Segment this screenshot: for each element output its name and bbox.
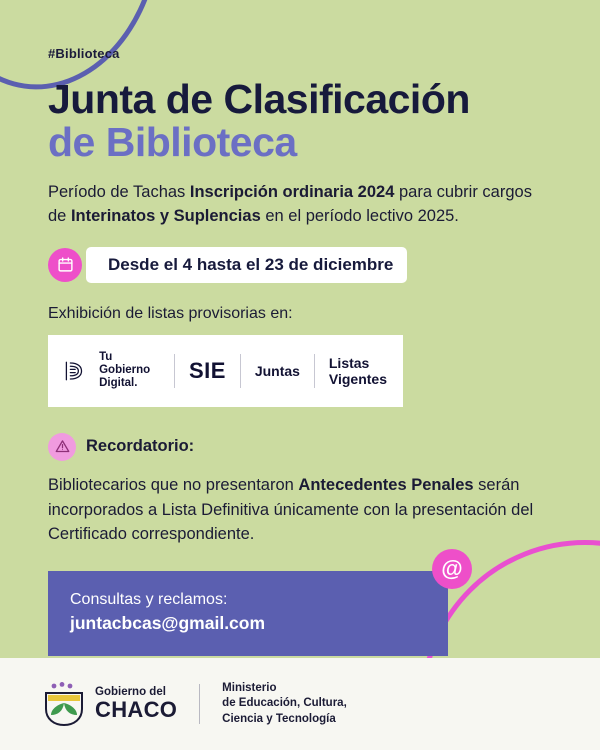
lead-text-3: en el período lectivo 2025.	[260, 206, 459, 225]
at-icon: @	[432, 549, 472, 589]
date-row	[48, 247, 407, 283]
chaco-wordmark	[95, 687, 177, 722]
logo-divider-2	[240, 354, 241, 388]
ministry-line-2: de Educación, Cultura,	[222, 697, 347, 710]
body-text-1: Bibliotecarios que no presentaron	[48, 475, 299, 494]
date-pill: Desde el 4 hasta el 23 de diciembre	[86, 247, 407, 283]
listas-line2: Vigentes	[328, 370, 387, 387]
reminder-body	[48, 473, 538, 547]
ministry-line-1: Ministerio	[222, 681, 277, 694]
gob-digital-line2: Digital.	[99, 377, 138, 390]
page-title	[48, 78, 552, 165]
warning-icon	[48, 433, 76, 461]
logo-divider-3	[314, 354, 315, 388]
exhibition-text: Exhibición de listas provisorias en:	[48, 304, 293, 322]
lead-text-2: para cubrir cargos de	[48, 182, 532, 225]
body-bold-1: Antecedentes Penales	[298, 475, 474, 494]
contact-box	[48, 556, 463, 656]
footer-divider	[199, 684, 200, 724]
footer	[0, 658, 600, 750]
contact-email[interactable]: juntacbcas@gmail.com	[70, 613, 266, 633]
contact-label: Consultas y reclamos:	[70, 591, 228, 608]
reminder-label: Recordatorio:	[86, 437, 195, 456]
lead-text-1: Período de Tachas	[48, 182, 190, 201]
ministry-text	[222, 681, 347, 728]
chaco-emblem-icon	[42, 681, 86, 727]
gob-digital-line1: Tu Gobierno	[99, 350, 151, 377]
sie-label: SIE	[188, 357, 226, 383]
chaco-government-logo	[42, 681, 177, 727]
title-line-2: de Biblioteca	[48, 119, 297, 166]
juntas-label: Juntas	[254, 362, 300, 379]
lead-bold-1: Inscripción ordinaria 2024	[189, 182, 395, 201]
logos-card	[48, 335, 403, 407]
body-text-2: serán incorporados a Lista Definitiva únicamente con la presentación del Certificado correspondiente.	[48, 475, 534, 544]
digital-fingerprint-icon	[64, 358, 91, 384]
reminder-row	[48, 433, 552, 461]
gobierno-digital-logo	[64, 351, 160, 391]
gobierno-digital-text	[99, 351, 160, 391]
chaco-gobierno-label: Gobierno del	[95, 685, 166, 698]
lead-bold-2: Interinatos y Suplencias	[70, 206, 261, 225]
logo-divider-1	[174, 354, 175, 388]
hashtag-label: #Biblioteca	[48, 46, 120, 61]
listas-vigentes-label	[329, 355, 387, 387]
ministry-line-3: Ciencia y Tecnología	[222, 712, 336, 725]
title-line-1: Junta de Clasificación	[48, 76, 470, 122]
listas-line1: Listas	[328, 354, 370, 371]
calendar-icon	[48, 248, 82, 282]
chaco-label: CHACO	[95, 697, 178, 723]
lead-paragraph	[48, 181, 548, 229]
